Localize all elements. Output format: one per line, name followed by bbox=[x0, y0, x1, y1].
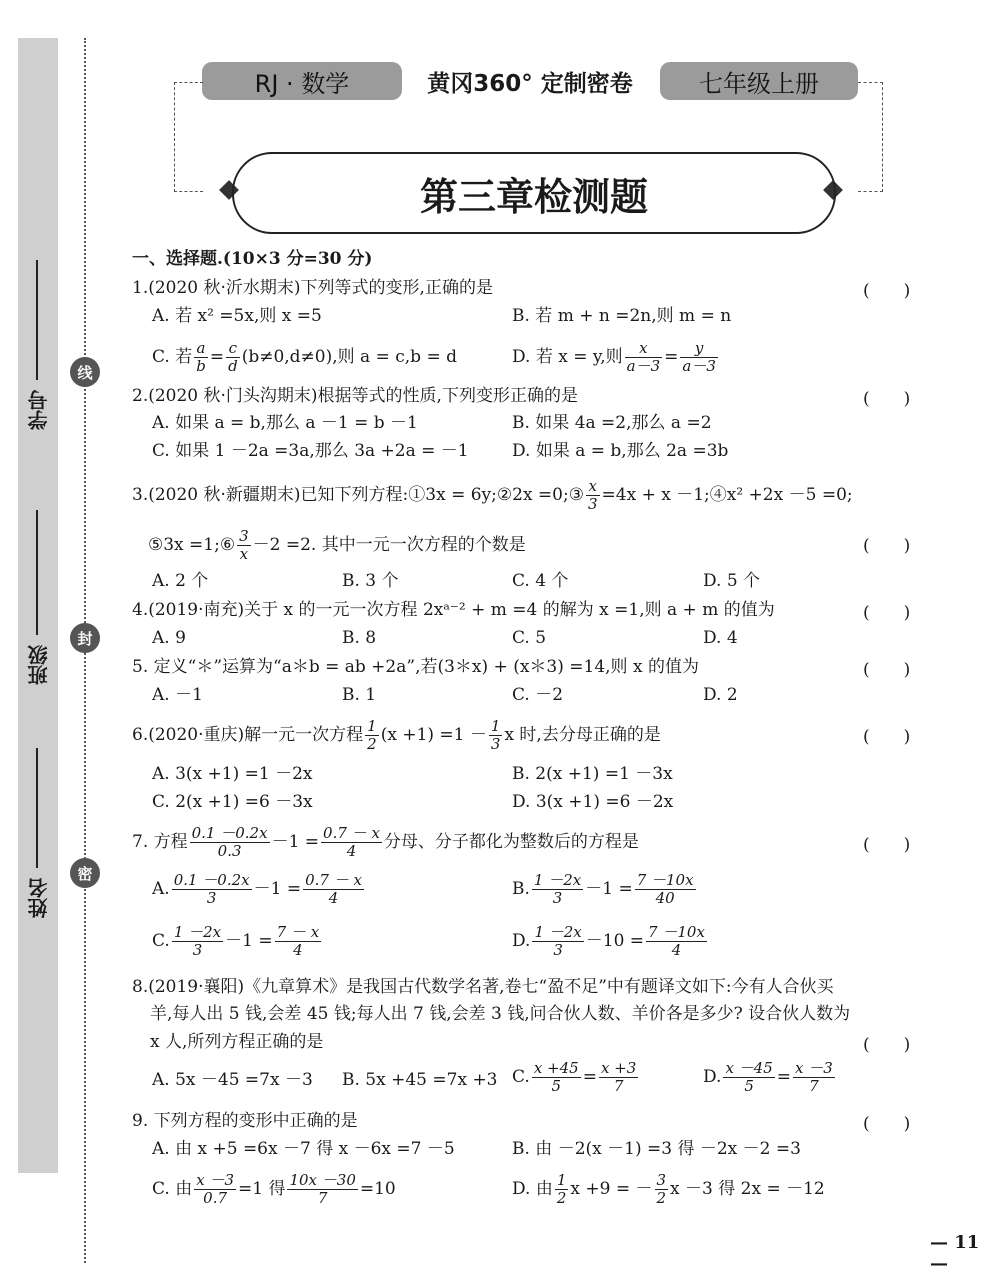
section-heading: 一、选择题.(10×3 分=30 分) bbox=[132, 249, 373, 269]
q4-answer-blank[interactable]: ( ) bbox=[863, 603, 911, 623]
name-line bbox=[36, 748, 38, 868]
q3-option-a: A. 2 个 bbox=[152, 571, 209, 591]
name-field bbox=[18, 878, 58, 918]
id-line bbox=[36, 260, 38, 380]
q1-answer-blank[interactable]: ( ) bbox=[863, 281, 911, 301]
q9-option-a: A. 由 x +5 =6x －7 得 x －6x =7 －5 bbox=[152, 1139, 455, 1159]
q9-option-d: D. 由 $\frac{1}{2}$ x +9 = － $\frac{3}{2}$ x －3 得 2x = －12 bbox=[512, 1171, 825, 1207]
q4-option-a: A. 9 bbox=[152, 628, 186, 648]
binding-sidebar bbox=[18, 38, 58, 1173]
seal-mark-seal: 封 bbox=[70, 623, 100, 653]
series-title: 黄冈360° 定制密卷 bbox=[427, 70, 633, 97]
class-label: 班级 bbox=[26, 645, 51, 685]
q2-option-b: B. 如果 4a =2,那么 a =2 bbox=[512, 413, 712, 433]
name-label: 姓名 bbox=[26, 878, 51, 918]
q8-stem-line3: x 人,所列方程正确的是 bbox=[150, 1032, 324, 1052]
chapter-title: 第三章检测题 bbox=[232, 152, 836, 234]
q6-option-c: C. 2(x +1) =6 －3x bbox=[152, 792, 313, 812]
q2-option-c: C. 如果 1 －2a =3a,那么 3a +2a = －1 bbox=[152, 441, 469, 461]
q1-option-d: D. 若 x = y,则 $\frac{x}{a-3}$ = $\frac{y}{a-3}$ bbox=[512, 339, 716, 375]
q3-stem-line2: ⑤3x =1;⑥ $\frac{3}{x}$ －2 =2. 其中一元一次方程的个数是 bbox=[148, 527, 526, 563]
student-id-field bbox=[18, 390, 58, 430]
q9-option-c: C. 由 $\frac{x -3}{0.7}$ =1 得 $\frac{10x -30}{7}$ =10 bbox=[152, 1171, 396, 1207]
q5-option-c: C. －2 bbox=[512, 685, 564, 705]
q1-option-a: A. 若 x² =5x,则 x =5 bbox=[152, 306, 322, 326]
class-field bbox=[18, 645, 58, 685]
left-connector bbox=[174, 82, 203, 192]
q5-option-d: D. 2 bbox=[703, 685, 738, 705]
q7-answer-blank[interactable]: ( ) bbox=[863, 835, 911, 855]
q9-stem: 9. 下列方程的变形中正确的是 bbox=[132, 1111, 358, 1131]
q3-option-b: B. 3 个 bbox=[342, 571, 399, 591]
class-line bbox=[36, 510, 38, 635]
q6-option-b: B. 2(x +1) =1 －3x bbox=[512, 764, 673, 784]
seal-mark-line: 线 bbox=[70, 357, 100, 387]
q9-option-b: B. 由 －2(x －1) =3 得 －2x －2 =3 bbox=[512, 1139, 801, 1159]
q7-option-d: D. $\frac{1 -2x}{3}$ －10 = $\frac{7 -10x}{4}$ bbox=[512, 923, 705, 959]
q6-answer-blank[interactable]: ( ) bbox=[863, 727, 911, 747]
q8-option-d: D. $\frac{x -45}{5}$ = $\frac{x -3}{7}$ bbox=[703, 1059, 833, 1095]
q7-stem: 7. 方程 $\frac{0.1 -0.2x}{0.3}$ －1 = $\frac{0.7 - x}{4}$ 分母、分子都化为整数后的方程是 bbox=[132, 824, 639, 860]
subject-pill: RJ · 数学 bbox=[202, 62, 402, 100]
q3-option-d: D. 5 个 bbox=[703, 571, 761, 591]
grade-pill: 七年级上册 bbox=[660, 62, 858, 100]
q8-answer-blank[interactable]: ( ) bbox=[863, 1035, 911, 1055]
q3-option-c: C. 4 个 bbox=[512, 571, 569, 591]
q5-option-b: B. 1 bbox=[342, 685, 377, 705]
q9-answer-blank[interactable]: ( ) bbox=[863, 1114, 911, 1134]
q1-option-c: C. 若 $\frac{a}{b}$ = $\frac{c}{d}$ (b≠0,d≠0),则 a = c,b = d bbox=[152, 339, 457, 375]
q4-option-c: C. 5 bbox=[512, 628, 547, 648]
q8-option-b: B. 5x +45 =7x +3 bbox=[342, 1070, 498, 1090]
q2-option-d: D. 如果 a = b,那么 2a =3b bbox=[512, 441, 729, 461]
q8-stem-line2: 羊,每人出 5 钱,会差 45 钱;每人出 7 钱,会差 3 钱,问合伙人数、羊价各是多少? 设合伙人数为 bbox=[150, 1004, 851, 1024]
page-number: — 11 — bbox=[930, 1232, 980, 1274]
q7-option-c: C. $\frac{1 -2x}{3}$ －1 = $\frac{7 - x}{4}$ bbox=[152, 923, 320, 959]
q2-answer-blank[interactable]: ( ) bbox=[863, 389, 911, 409]
q7-option-a: A. $\frac{0.1 -0.2x}{3}$ －1 = $\frac{0.7 - x}{4}$ bbox=[152, 871, 362, 907]
q3-answer-blank[interactable]: ( ) bbox=[863, 536, 911, 556]
q5-option-a: A. －1 bbox=[152, 685, 203, 705]
q3-stem-line1: 3.(2020 秋·新疆期末)已知下列方程:①3x = 6y;②2x =0;③ $\frac{x}{3}$ =4x + x －1;④x² +2x －5 =0; bbox=[132, 477, 853, 513]
q6-stem: 6.(2020·重庆)解一元一次方程 $\frac{1}{2}$ (x +1) =1 － $\frac{1}{3}$ x 时,去分母正确的是 bbox=[132, 717, 661, 753]
q7-option-b: B. $\frac{1 -2x}{3}$ －1 = $\frac{7 -10x}{40}$ bbox=[512, 871, 694, 907]
student-id-label: 学号 bbox=[26, 390, 51, 430]
q2-option-a: A. 如果 a = b,那么 a －1 = b －1 bbox=[152, 413, 418, 433]
q4-option-d: D. 4 bbox=[703, 628, 738, 648]
q4-option-b: B. 8 bbox=[342, 628, 377, 648]
q8-stem-line1: 8.(2019·襄阳)《九章算术》是我国古代数学名著,卷七“盈不足”中有题译文如下:今有人合伙买 bbox=[132, 977, 834, 997]
q4-stem: 4.(2019·南充)关于 x 的一元一次方程 2xᵃ⁻² + m =4 的解为 x =1,则 a + m 的值为 bbox=[132, 600, 775, 620]
q5-answer-blank[interactable]: ( ) bbox=[863, 660, 911, 680]
q8-option-a: A. 5x －45 =7x －3 bbox=[152, 1070, 313, 1090]
q2-stem: 2.(2020 秋·门头沟期末)根据等式的性质,下列变形正确的是 bbox=[132, 386, 578, 406]
q6-option-d: D. 3(x +1) =6 －2x bbox=[512, 792, 674, 812]
q6-option-a: A. 3(x +1) =1 －2x bbox=[152, 764, 313, 784]
seal-mark-secret: 密 bbox=[70, 858, 100, 888]
q1-stem: 1.(2020 秋·沂水期末)下列等式的变形,正确的是 bbox=[132, 278, 493, 298]
q1-option-b: B. 若 m + n =2n,则 m = n bbox=[512, 306, 732, 326]
q5-stem: 5. 定义“＊”运算为“a＊b = ab +2a”,若(3＊x) + (x＊3) =14,则 x 的值为 bbox=[132, 657, 699, 677]
right-connector bbox=[858, 82, 883, 192]
q8-option-c: C. $\frac{x +45}{5}$ = $\frac{x +3}{7}$ bbox=[512, 1059, 637, 1095]
